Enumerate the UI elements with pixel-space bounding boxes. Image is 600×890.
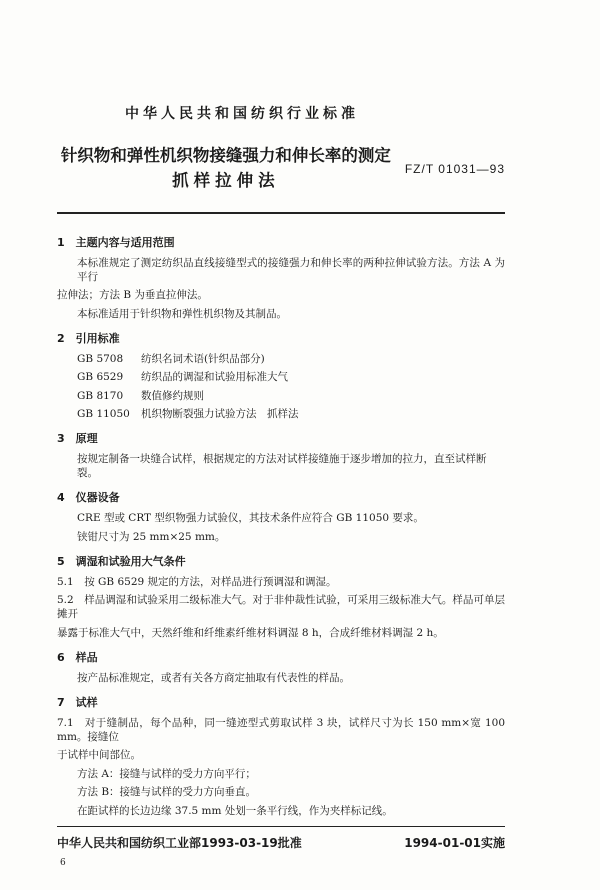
clause-5-2-cont: 暴露于标准大气中，天然纤维和纤维素纤维材料调湿 8 h，合成纤维材料调湿 2 h。 xyxy=(57,626,444,639)
approval-notice: 中华人民共和国纺织工业部1993-03-19批准 xyxy=(57,836,302,850)
reference-title: 纺织名词术语(针织品部分) xyxy=(141,352,265,365)
section-3-paragraph: 按规定制备一块缝合试样，根据规定的方法对试样接缝施于逐步增加的拉力，直至试样断裂。 xyxy=(77,453,487,479)
section-3-heading: 3 原理 xyxy=(57,432,98,445)
section-7-heading: 7 试样 xyxy=(57,695,98,709)
section-6-heading: 6 样品 xyxy=(57,650,98,664)
reference-title: 机织物断裂强力试验方法 抓样法 xyxy=(141,408,299,420)
document-subtitle: 抓样拉伸法 xyxy=(172,171,280,190)
reference-code: GB 6529 xyxy=(77,371,124,383)
title-column xyxy=(57,145,395,192)
reference-item xyxy=(57,389,505,403)
page-number: 6 xyxy=(60,857,66,868)
section-5-heading: 5 调湿和试验用大气条件 xyxy=(57,554,186,568)
reference-item xyxy=(57,370,505,384)
standard-code: FZ/T 01031—93 xyxy=(404,161,505,176)
org-standard-header: 中华人民共和国纺织行业标准 xyxy=(125,106,359,122)
reference-title: 数值修约规则 xyxy=(141,389,204,402)
clause-5-1: 5.1 按 GB 6529 规定的方法，对样品进行预调湿和调湿。 xyxy=(57,575,337,588)
section-2-heading: 2 引用标准 xyxy=(57,331,120,345)
marking-line-instruction: 在距试样的长边边缘 37.5 mm 处划一条平行线，作为夹样标记线。 xyxy=(77,804,393,817)
section-1-scope: 本标准适用于针织物和弹性机织物及其制品。 xyxy=(77,307,287,320)
reference-code: GB 11050 xyxy=(77,408,130,420)
section-1-paragraph: 本标准规定了测定纺织品直线接缝型式的接缝强力和伸长率的两种拉伸试验方法。方法 A 为平行 xyxy=(77,256,505,283)
footer xyxy=(57,835,505,851)
section-4-heading: 4 仪器设备 xyxy=(57,491,120,504)
footer-rule xyxy=(57,826,505,828)
clause-5-2: 5.2 样品调湿和试验采用二级标准大气。对于非仲裁性试验，可采用三级标准大气。样品可单层摊开 xyxy=(57,594,505,620)
reference-code: GB 8170 xyxy=(77,389,124,402)
method-b: 方法 B：接缝与试样的受力方向垂直。 xyxy=(77,786,257,798)
section-6-paragraph: 按产品标准规定，或者有关各方商定抽取有代表性的样品。 xyxy=(77,671,350,684)
title-block xyxy=(57,145,505,192)
implementation-date: 1994-01-01实施 xyxy=(404,836,505,850)
section-1-heading: 1 主题内容与适用范围 xyxy=(57,235,175,249)
reference-item xyxy=(57,407,505,421)
document-title: 针织物和弹性机织物接缝强力和伸长率的测定 xyxy=(60,146,391,165)
header-rule xyxy=(57,212,505,214)
reference-title: 纺织品的调湿和试验用标准大气 xyxy=(141,371,288,383)
reference-item xyxy=(57,352,505,366)
reference-code: GB 5708 xyxy=(77,352,124,365)
section-1-paragraph-cont: 拉伸法；方法 B 为垂直拉伸法。 xyxy=(57,289,208,301)
section-4-clamp-size: 铗钳尺寸为 25 mm×25 mm。 xyxy=(77,530,226,543)
method-a: 方法 A：接缝与试样的受力方向平行； xyxy=(77,767,256,780)
section-4-paragraph: CRE 型或 CRT 型织物强力试验仪，其技术条件应符合 GB 11050 要求。 xyxy=(77,512,424,524)
clause-7-1-cont: 于试样中间部位。 xyxy=(57,749,141,761)
clause-7-1: 7.1 对于缝制品，每个品种，同一缝迹型式剪取试样 3 块，试样尺寸为长 150 mm×宽 100 mm。接缝位 xyxy=(57,716,505,743)
